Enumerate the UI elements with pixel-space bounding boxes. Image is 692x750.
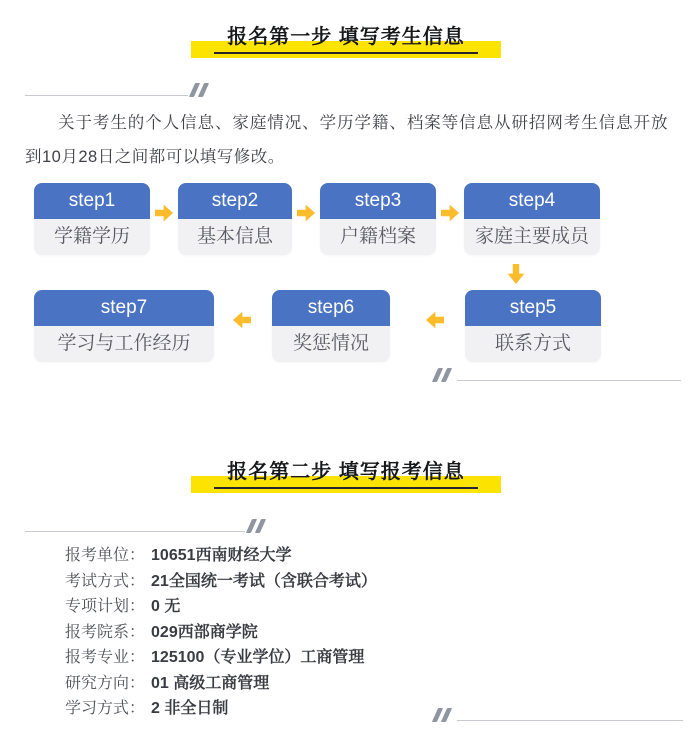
arrow-left-icon	[426, 310, 444, 330]
field-label: 考试方式：	[65, 572, 146, 590]
field-value: 10651西南财经大学	[151, 547, 292, 564]
list-item	[65, 671, 377, 697]
quote-close-decoration	[431, 706, 683, 722]
step-card-6	[272, 290, 390, 362]
step-number: step6	[272, 290, 390, 326]
field-label: 专项计划：	[65, 598, 146, 615]
arrow-down-icon	[506, 264, 526, 284]
step-label: 家庭主要成员	[464, 219, 600, 255]
quote-open-decoration	[25, 81, 214, 97]
field-label: 报考院系：	[65, 623, 146, 641]
list-item	[65, 620, 377, 646]
application-info-list	[65, 543, 377, 722]
field-value: 029西部商学院	[151, 623, 258, 641]
section2-title	[0, 455, 692, 489]
step-number: step7	[34, 290, 214, 326]
quote-slashes-icon	[435, 368, 453, 382]
step-number: step4	[464, 183, 600, 219]
list-item	[65, 543, 377, 569]
field-value: 125100（专业学位）工商管理	[151, 649, 365, 666]
step-card-1	[34, 183, 150, 255]
arrow-right-icon	[155, 203, 173, 223]
section1-title-text: 报名第一步 填写考生信息	[214, 20, 478, 54]
step-label: 奖惩情况	[272, 326, 390, 362]
divider-line	[457, 380, 681, 381]
field-value: 2 非全日制	[151, 700, 229, 717]
step-card-7	[34, 290, 214, 362]
list-item	[65, 645, 377, 671]
step-number: step2	[178, 183, 292, 219]
arrow-right-icon	[441, 203, 459, 223]
step-card-4	[464, 183, 600, 255]
section2-title-text: 报名第二步 填写报考信息	[214, 455, 478, 489]
step-label: 联系方式	[465, 326, 601, 362]
divider-line	[25, 95, 188, 96]
divider-line	[457, 720, 683, 721]
field-value: 0 无	[151, 598, 181, 615]
field-value: 01 高级工商管理	[151, 674, 270, 692]
step-label: 学籍学历	[34, 219, 150, 255]
step-flowchart	[34, 183, 658, 362]
field-value: 21全国统一考试（含联合考试）	[151, 572, 377, 590]
divider-line	[25, 531, 245, 532]
step-number: step5	[465, 290, 601, 326]
field-label: 研究方向：	[65, 674, 146, 692]
step-label: 学习与工作经历	[34, 326, 214, 362]
step-card-5	[465, 290, 601, 362]
quote-slashes-icon	[435, 708, 453, 722]
quote-slashes-icon	[192, 83, 210, 97]
quote-slashes-icon	[249, 519, 267, 533]
step-card-2	[178, 183, 292, 255]
list-item	[65, 696, 377, 722]
field-label: 学习方式：	[65, 700, 146, 717]
quote-open-decoration	[25, 517, 271, 533]
arrow-right-icon	[297, 203, 315, 223]
arrow-left-icon	[233, 310, 251, 330]
section1-title	[0, 20, 692, 54]
flow-row-2	[34, 290, 658, 362]
field-label: 报考专业：	[65, 649, 146, 666]
intro-paragraph: 关于考生的个人信息、家庭情况、学历学籍、档案等信息从研招网考生信息开放到10月28日之间都可以填写修改。	[25, 114, 668, 166]
flow-row-1	[34, 183, 658, 255]
step-number: step1	[34, 183, 150, 219]
field-label: 报考单位：	[65, 547, 146, 564]
step-number: step3	[320, 183, 436, 219]
quote-close-decoration	[431, 366, 681, 382]
list-item	[65, 569, 377, 595]
step-card-3	[320, 183, 436, 255]
step-label: 基本信息	[178, 219, 292, 255]
step-label: 户籍档案	[320, 219, 436, 255]
list-item	[65, 594, 377, 620]
